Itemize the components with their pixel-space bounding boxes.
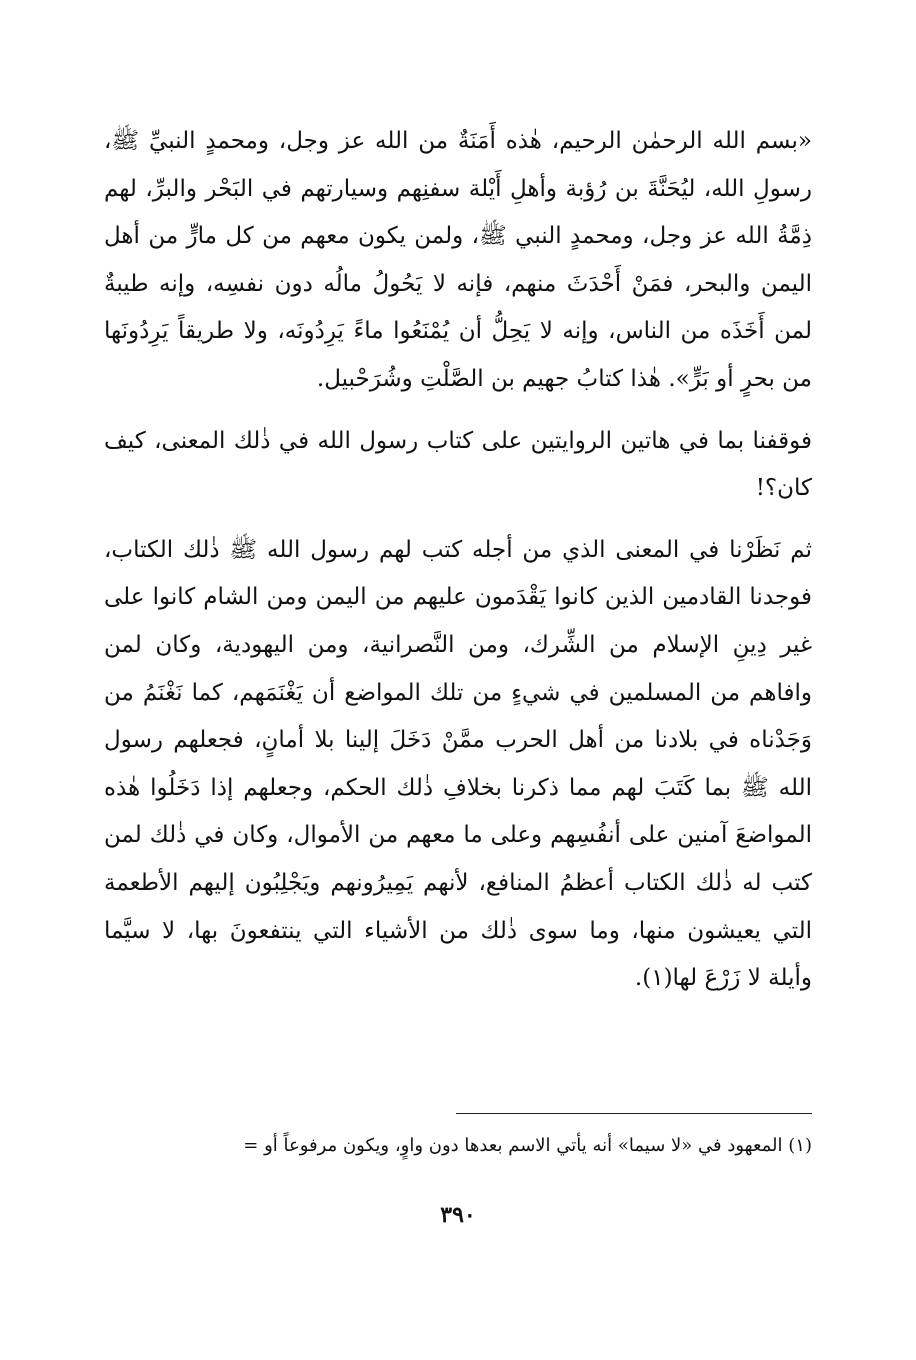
main-text (104, 118, 812, 1003)
paragraph-explanation: ثم نَظَرْنا في المعنى الذي من أجله كتب لهم رسول الله ﷺ ذٰلك الكتاب، فوجدنا القادمين الذين كانوا يَقْدَمون عليهم من اليمن ومن الشام كانوا على غير دِينِ الإسلام من الشِّرك، ومن النَّصرانية، ومن اليهودية، وكان لمن وافاهم من المسلمين في شيءٍ من تلك المواضع أن يَغْنَمَهم، كما نَغْنَمُ من وَجَدْناه في بلادنا من أهل الحرب ممَّنْ دَخَلَ إلينا بلا أمانٍ، فجعلهم رسول الله ﷺ بما كَتَبَ لهم مما ذكرنا بخلافِ ذٰلك الحكم، وجعلهم إذا دَخَلُوا هٰذه المواضعَ آمنين على أنفُسِهم وعلى ما معهم من الأموال، وكان في ذٰلك لمن كتب له ذٰلك الكتاب أعظمُ المنافع، لأنهم يَمِيرُونهم ويَجْلِبُون إليهم الأطعمة التي يعيشون منها، وما سوى ذٰلك من الأشياء التي ينتفعونَ بها، لا سيَّما وأيلة لا زَرْعَ لها(١). (104, 536, 812, 992)
page-number: ٣٩٠ (440, 1202, 476, 1228)
paragraph-letter-text: «بسم الله الرحمٰن الرحيم، هٰذه أَمَنَةٌ من الله عز وجل، ومحمدٍ النبيِّ ﷺ، رسولِ الله، ليُحَنَّةَ بن رُؤبة وأهلِ أَيْلة سفنِهم وسيارتهم في البَحْر والبرِّ، لهم ذِمَّةُ الله عز وجل، ومحمدٍ النبي ﷺ، ولمن يكون معهم من كل مارٍّ من أهل اليمن والبحر، فمَنْ أَحْدَثَ منهم، فإنه لا يَحُولُ مالُه دون نفسِه، وإنه طيبةٌ لمن أَخَذَه من الناس، وإنه لا يَحِلُّ أن يُمْنَعُوا ماءً يَرِدُونَه، ولا طريقاً يَرِدُونَها من بحرٍ أو بَرٍّ». هٰذا كتابُ جهيم بن الصَّلْتِ وشُرَحْبيل. (104, 128, 812, 392)
paragraph-question: فوقفنا بما في هاتين الروايتين على كتاب رسول الله في ذٰلك المعنى، كيف كان؟! (104, 427, 812, 502)
footnote-divider (456, 1113, 812, 1114)
footnote: (١) المعهود في «لا سيما» أنه يأتي الاسم بعدها دون واوٍ، ويكون مرفوعاً أو = (243, 1135, 812, 1156)
